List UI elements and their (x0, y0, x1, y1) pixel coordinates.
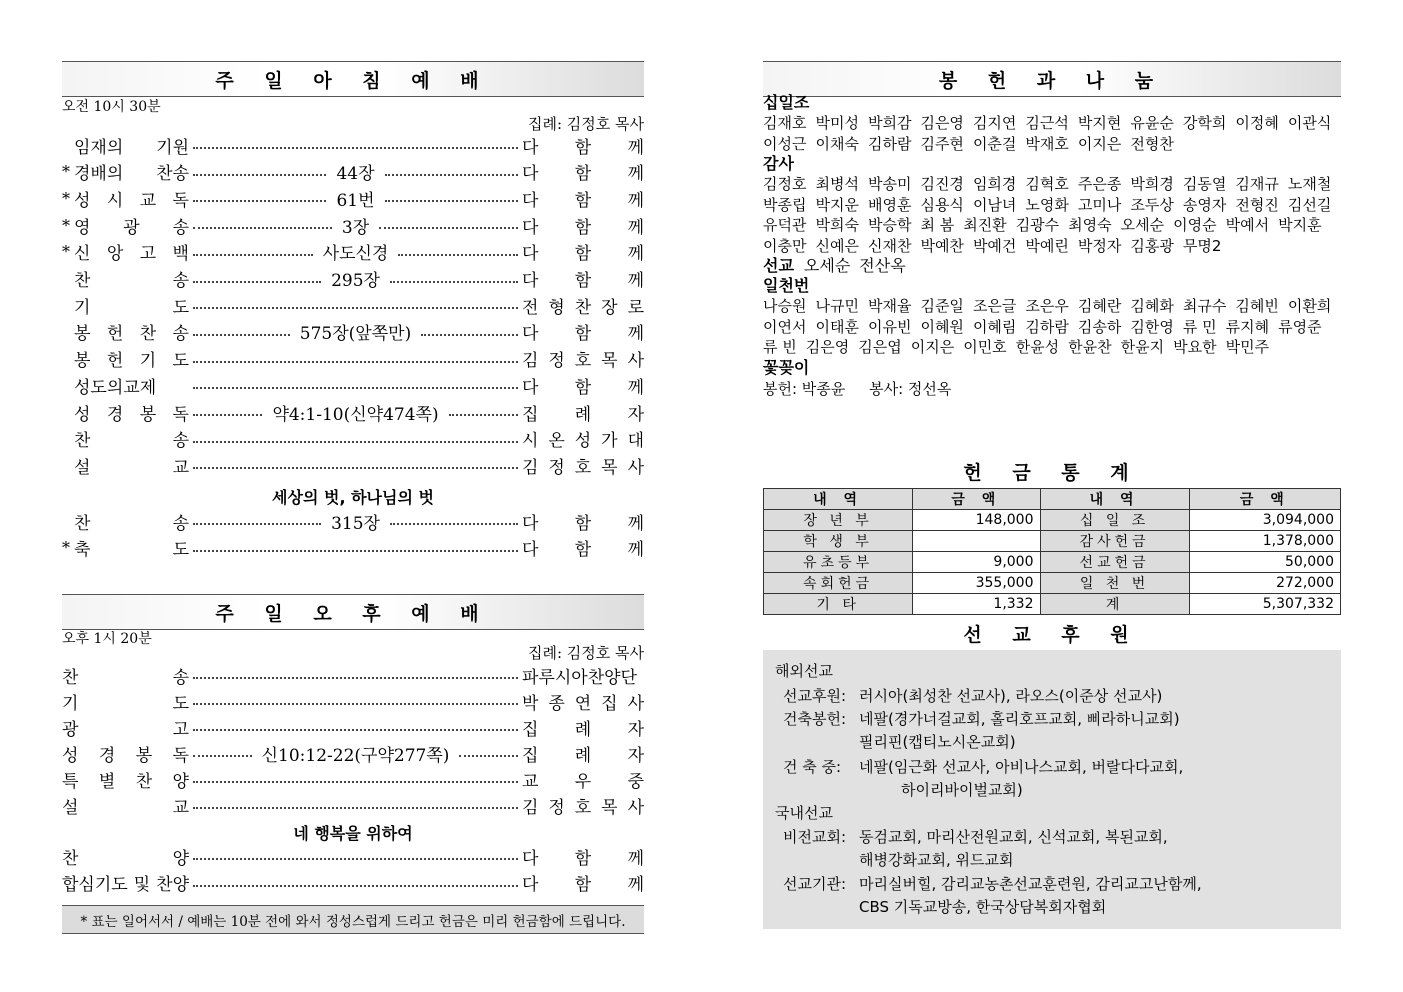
order-person: 다 함 께 (522, 164, 644, 185)
stand-mark: * (62, 215, 70, 235)
order-row (62, 870, 644, 896)
donor-name: 박재율 (867, 297, 912, 315)
stand-mark: * (62, 188, 70, 208)
order-label: 합심기도 및 찬양 (62, 875, 189, 895)
donor-name: 박미성 (815, 114, 859, 132)
order-row (62, 426, 644, 452)
order-person: 다 함 께 (522, 190, 644, 211)
build-text: 필리핀(캡티노시온교회) (859, 733, 1016, 751)
stand-mark: * (62, 538, 70, 557)
donor-names (763, 174, 1341, 256)
finance-item: 감사헌금 (1040, 531, 1189, 552)
order-row (62, 372, 644, 398)
donor-name: 김은영 (805, 338, 850, 356)
service-note: * 표는 일어서서 / 예배는 10분 전에 와서 정성스럽게 드리고 헌금은 미리 헌금함에 드립니다. (62, 905, 644, 934)
order-row (62, 766, 644, 792)
finance-row (764, 510, 1341, 531)
donor-name: 김선길 (1287, 195, 1332, 214)
dot-leader (193, 677, 518, 679)
order-label: 특 별 찬 양 (62, 771, 189, 792)
donor-name: 김송하 (1077, 317, 1122, 336)
offering-category: 감사 (763, 154, 794, 173)
donor-name: 이채숙 (815, 134, 859, 153)
finance-header: 내 역 (1040, 489, 1189, 510)
order-label: 기 도 (74, 297, 189, 318)
afternoon-sermon-title: 네 행복을 위하여 (293, 824, 413, 843)
donor-name: 최 봄 (920, 216, 955, 234)
donor-name: 유덕관 (763, 216, 807, 234)
finance-amount (913, 531, 1040, 552)
order-row (62, 159, 644, 185)
mission-box (763, 650, 1341, 929)
dot-leader (390, 523, 518, 525)
donor-name: 최진환 (963, 216, 1007, 234)
dot-leader (459, 755, 518, 757)
donor-name: 이혜림 (972, 317, 1017, 336)
dot-leader (421, 334, 518, 336)
order-label: 영 광 송 (74, 217, 189, 238)
order-person: 다 함 께 (522, 513, 644, 534)
offering-category: 십일조 (763, 93, 810, 112)
dot-leader (193, 200, 326, 202)
order-detail: 315장 (331, 513, 380, 534)
order-person: 다 함 께 (522, 377, 644, 398)
donor-name: 한윤지 (1120, 338, 1165, 356)
ongoing-label: 건 축 중: (783, 758, 842, 776)
order-label: 광 고 (62, 719, 189, 740)
finance-amount: 355,000 (913, 573, 1040, 594)
donor-name: 이혜원 (920, 317, 964, 336)
order-person: 다 함 께 (522, 848, 644, 869)
donor-name: 김은영 (920, 114, 964, 132)
donor-name: 김광수 (1015, 216, 1060, 234)
donor-name: 이정혜 (1235, 114, 1279, 132)
finance-amount: 50,000 (1189, 552, 1340, 573)
order-row (62, 185, 644, 211)
donor-name: 김한영 (1130, 317, 1174, 336)
dot-leader (193, 174, 326, 176)
donor-name: 신예은 (815, 236, 859, 255)
support-label: 선교후원: (783, 687, 847, 705)
overseas-heading: 해외선교 (775, 662, 833, 680)
order-detail: 사도신경 (322, 244, 389, 265)
order-detail: 575장(앞쪽만) (299, 324, 412, 345)
order-person: 김 정 호 목 사 (522, 351, 644, 372)
donor-name: 오세순 (803, 256, 851, 275)
donor-name: 김동열 (1182, 175, 1227, 193)
donor-name: 김혁호 (1025, 175, 1069, 193)
donor-name: 이연서 (763, 317, 807, 336)
order-label: 임재의 기원 (74, 137, 189, 158)
morning-sermon-title: 세상의 벗, 하나님의 벗 (272, 488, 434, 507)
donor-name: 박예찬 (920, 236, 964, 255)
donor-name: 김준일 (920, 297, 964, 315)
donor-name: 류 민 (1182, 317, 1217, 336)
donor-name: 고미나 (1077, 195, 1122, 214)
build-label: 건축봉헌: (783, 710, 847, 728)
donor-name: 김주현 (920, 134, 964, 153)
order-detail: 약4:1-10(신약474쪽) (272, 404, 439, 425)
donor-name: 이남녀 (972, 195, 1017, 214)
order-label: 찬 양 (62, 848, 189, 869)
order-label: 축 도 (74, 540, 189, 560)
donor-name: 박지현 (1077, 114, 1122, 132)
order-row (62, 535, 644, 561)
dot-leader (385, 174, 518, 176)
donor-name: 김홍광 (1130, 236, 1174, 255)
finance-item: 계 (1040, 594, 1189, 615)
stand-mark: * (62, 162, 70, 182)
donor-name: 박민주 (1225, 338, 1270, 356)
order-detail: 295장 (331, 271, 380, 291)
dot-leader (193, 781, 518, 783)
order-label: 봉 헌 기 도 (74, 351, 189, 372)
order-label: 찬 송 (74, 431, 189, 452)
morning-leader: 집례: 김정호 목사 (527, 115, 644, 133)
order-person: 다 함 께 (522, 540, 644, 560)
order-label: 기 도 (62, 693, 189, 714)
finance-row (764, 594, 1341, 615)
mission-title: 선 교 후 원 (963, 624, 1141, 646)
finance-item: 장 년 부 (764, 510, 913, 531)
finance-item: 속회헌금 (764, 573, 913, 594)
offering-category (763, 256, 1341, 276)
dot-leader (193, 387, 518, 389)
finance-amount: 148,000 (913, 510, 1040, 531)
donor-name: 박희숙 (815, 216, 859, 234)
stand-mark: * (62, 242, 70, 262)
donor-name: 박지훈 (1278, 216, 1322, 234)
donor-name: 이성근 (763, 134, 807, 153)
finance-amount: 1,378,000 (1189, 531, 1340, 552)
order-label: 찬 송 (74, 271, 189, 291)
donor-name: 김혜란 (1077, 297, 1122, 315)
donor-name: 김진경 (920, 175, 964, 193)
dot-leader (398, 254, 518, 256)
dot-leader (193, 523, 321, 525)
order-person: 다 함 께 (522, 217, 644, 238)
finance-header: 금 액 (913, 489, 1040, 510)
donor-name: 배영훈 (867, 195, 912, 214)
order-row (62, 714, 644, 740)
donor-name: 류영준 (1278, 317, 1322, 336)
donor-name: 박정자 (1077, 236, 1122, 255)
order-row (62, 239, 644, 265)
finance-amount: 5,307,332 (1189, 594, 1340, 615)
donor-name: 김혜화 (1130, 297, 1174, 315)
donor-name: 노영화 (1025, 195, 1069, 214)
order-label: 성 시 교 독 (74, 190, 189, 211)
donor-name: 김혜빈 (1235, 297, 1279, 315)
order-person: 다 함 께 (522, 137, 644, 158)
donor-names (763, 296, 1341, 358)
org-text: 마리실버힐, 감리교농촌선교훈련원, 감리교고난함께, (859, 875, 1202, 893)
finance-amount: 1,332 (913, 594, 1040, 615)
order-person: 집 례 자 (522, 719, 644, 740)
order-label: 성도의교제 (74, 377, 157, 398)
order-label: 성 경 봉 독 (62, 745, 189, 766)
finance-title: 헌 금 통 계 (963, 462, 1141, 484)
donor-name: 이춘걸 (972, 134, 1017, 153)
dot-leader (193, 147, 518, 149)
flower-credit: 봉헌: 박종윤 봉사: 정선옥 (763, 379, 952, 398)
donor-name: 이관식 (1287, 114, 1332, 132)
finance-row (764, 531, 1341, 552)
order-row (62, 292, 644, 318)
dot-leader (193, 414, 262, 416)
build-text: 네팔(경가너걸교회, 홀리호프교회, 삐라하니교회) (859, 710, 1180, 728)
donor-name: 전형진 (1235, 195, 1279, 214)
donor-name: 박희감 (867, 114, 912, 132)
finance-row (764, 573, 1341, 594)
order-person: 전 형 찬 장 로 (522, 297, 644, 318)
donor-name: 조은우 (1025, 297, 1069, 315)
donor-name: 최병석 (815, 175, 859, 193)
afternoon-service-title: 주 일 오 후 예 배 (62, 594, 644, 630)
donor-name: 송영자 (1182, 195, 1227, 214)
order-person: 시 온 성 가 대 (522, 431, 644, 452)
dot-leader (193, 885, 518, 887)
offering-category-label: 선교 (763, 256, 794, 275)
order-label: 찬 송 (74, 513, 189, 534)
order-row (62, 688, 644, 714)
finance-item: 일 천 번 (1040, 573, 1189, 594)
order-person: 김 정 호 목 사 (522, 797, 644, 818)
finance-row (764, 552, 1341, 573)
donor-name: 박승학 (867, 216, 912, 234)
donor-name: 노재철 (1287, 175, 1332, 193)
morning-time: 오전 10시 30분 (62, 99, 161, 115)
donor-name: 나규민 (815, 297, 859, 315)
finance-item: 선교헌금 (1040, 552, 1189, 573)
order-person: 다 함 께 (522, 324, 644, 345)
donor-name: 김은엽 (858, 338, 902, 356)
donor-name: 김재호 (763, 114, 807, 132)
dot-leader (193, 703, 518, 705)
domestic-heading: 국내선교 (775, 804, 833, 822)
donor-name: 박예건 (972, 236, 1017, 255)
order-row (62, 740, 644, 766)
donor-name: 박종립 (763, 195, 807, 214)
dot-leader (193, 254, 313, 256)
dot-leader (193, 755, 252, 757)
dot-leader (379, 227, 518, 229)
order-person: 김 정 호 목 사 (522, 457, 644, 478)
donor-name: 신재찬 (867, 236, 912, 255)
order-detail: 61번 (336, 190, 375, 211)
donor-name: 조두상 (1130, 195, 1174, 214)
donor-name: 박예서 (1225, 216, 1270, 234)
finance-item: 십 일 조 (1040, 510, 1189, 531)
donor-name: 박지운 (815, 195, 859, 214)
donor-name: 오세순 (1120, 216, 1165, 234)
order-label: 경배의 찬송 (74, 164, 189, 185)
donor-name: 김근석 (1025, 114, 1069, 132)
org-text: CBS 기독교방송, 한국상담복회자협회 (859, 898, 1107, 916)
donor-names (763, 113, 1341, 154)
donor-name: 전형찬 (1130, 134, 1174, 153)
order-label: 봉 헌 찬 송 (74, 324, 189, 345)
finance-amount: 3,094,000 (1189, 510, 1340, 531)
donor-name: 최영숙 (1068, 216, 1112, 234)
dot-leader (193, 334, 290, 336)
donor-name: 박송미 (867, 175, 912, 193)
offering-list (763, 93, 1341, 400)
vision-label: 비전교회: (783, 828, 847, 846)
order-row (62, 212, 644, 238)
finance-header: 내 역 (764, 489, 913, 510)
donor-name: 박예린 (1025, 236, 1069, 255)
donor-name: 이지은 (1077, 134, 1122, 153)
order-row (62, 792, 644, 818)
dot-leader (193, 361, 518, 363)
finance-item: 기 타 (764, 594, 913, 615)
donor-name: 류지혜 (1225, 317, 1270, 336)
dot-leader (193, 281, 321, 283)
donor-name: 한윤성 (1015, 338, 1060, 356)
order-person: 박 종 연 집 사 (522, 693, 644, 714)
vision-text: 동검교회, 마리산전원교회, 신석교회, 복된교회, (859, 828, 1168, 846)
ongoing-text: 네팔(임근화 선교사, 아비나스교회, 버랄다다교회, (859, 758, 1184, 776)
org-label: 선교기관: (783, 875, 847, 893)
morning-service-title: 주 일 아 침 예 배 (62, 61, 644, 97)
order-person: 집 례 자 (522, 404, 645, 425)
order-detail: 44장 (336, 164, 375, 185)
order-person: 집 례 자 (522, 745, 644, 766)
donor-name: 이태훈 (815, 317, 859, 336)
finance-header: 금 액 (1189, 489, 1340, 510)
dot-leader (449, 414, 518, 416)
order-row (62, 346, 644, 372)
finance-item: 학 생 부 (764, 531, 913, 552)
donor-name: 무명2 (1182, 236, 1222, 255)
order-detail: 3장 (341, 217, 370, 238)
order-label: 찬 송 (62, 667, 189, 688)
donor-name: 이민호 (963, 338, 1007, 356)
finance-item: 유초등부 (764, 552, 913, 573)
order-label: 설 교 (74, 457, 189, 478)
order-row (62, 662, 644, 688)
order-label: 신 앙 고 백 (74, 244, 189, 265)
donor-name: 박요한 (1173, 338, 1217, 356)
donor-name: 김지연 (972, 114, 1017, 132)
order-row (62, 508, 644, 534)
dot-leader (390, 281, 518, 283)
donor-name: 박희경 (1130, 175, 1174, 193)
order-person: 교 우 중 (522, 771, 644, 792)
donor-name: 류 빈 (763, 338, 797, 356)
donor-name: 최규수 (1182, 297, 1227, 315)
order-row (62, 319, 644, 345)
donor-name: 한윤찬 (1068, 338, 1112, 356)
dot-leader (193, 858, 518, 860)
donor-name: 전산옥 (859, 256, 906, 275)
order-label: 성 경 봉 독 (74, 404, 189, 425)
order-row (62, 452, 644, 478)
donor-name: 김재규 (1235, 175, 1279, 193)
finance-amount: 272,000 (1189, 573, 1340, 594)
offering-title: 봉 헌 과 나 눔 (763, 61, 1341, 97)
dot-leader (193, 729, 518, 731)
donor-name: 이지은 (910, 338, 955, 356)
order-row (62, 843, 644, 869)
finance-amount: 9,000 (913, 552, 1040, 573)
donor-name: 임희경 (972, 175, 1017, 193)
donor-name: 이유빈 (867, 317, 912, 336)
vision-text: 해병강화교회, 위드교회 (859, 851, 1014, 869)
order-detail: 신10:12-22(구약277쪽) (261, 745, 450, 766)
donor-name: 이영순 (1173, 216, 1217, 234)
order-person: 다 함 께 (522, 875, 644, 895)
dot-leader (193, 467, 518, 469)
dot-leader (193, 550, 518, 552)
order-person: 다 함 께 (522, 244, 645, 265)
donor-name: 주은종 (1077, 175, 1122, 193)
donor-name: 조은글 (972, 297, 1017, 315)
donor-name: 강학희 (1182, 114, 1227, 132)
offering-category: 일천번 (763, 276, 810, 295)
order-row (62, 266, 644, 292)
donor-name: 이충만 (763, 236, 807, 255)
afternoon-leader: 집례: 김정호 목사 (527, 644, 644, 662)
afternoon-time: 오후 1시 20분 (62, 631, 152, 647)
order-label: 설 교 (62, 797, 189, 818)
donor-name: 이환희 (1287, 297, 1332, 315)
donor-name: 김정호 (763, 175, 807, 193)
donor-name: 심용식 (920, 195, 964, 214)
dot-leader (385, 200, 518, 202)
order-person: 다 함 께 (522, 271, 644, 291)
order-person: 파루시아찬양단 (522, 667, 637, 688)
dot-leader (193, 307, 518, 309)
ongoing-text: 하이리바이벌교회) (901, 781, 1023, 799)
donor-name: 김하람 (1025, 317, 1069, 336)
dot-leader (193, 807, 518, 809)
support-text: 러시아(최성찬 선교사), 라오스(이준상 선교사) (859, 687, 1163, 705)
dot-leader (193, 227, 332, 229)
finance-table (763, 488, 1341, 615)
offering-category: 꽃꽂이 (763, 357, 810, 377)
donor-name: 김하람 (867, 134, 912, 153)
finance-header-row (764, 489, 1341, 510)
donor-name: 박재호 (1025, 134, 1069, 153)
order-row (62, 132, 644, 158)
dot-leader (193, 441, 518, 443)
donor-name: 나승원 (763, 297, 807, 315)
order-row (62, 399, 644, 425)
donor-name: 유윤순 (1130, 114, 1174, 132)
